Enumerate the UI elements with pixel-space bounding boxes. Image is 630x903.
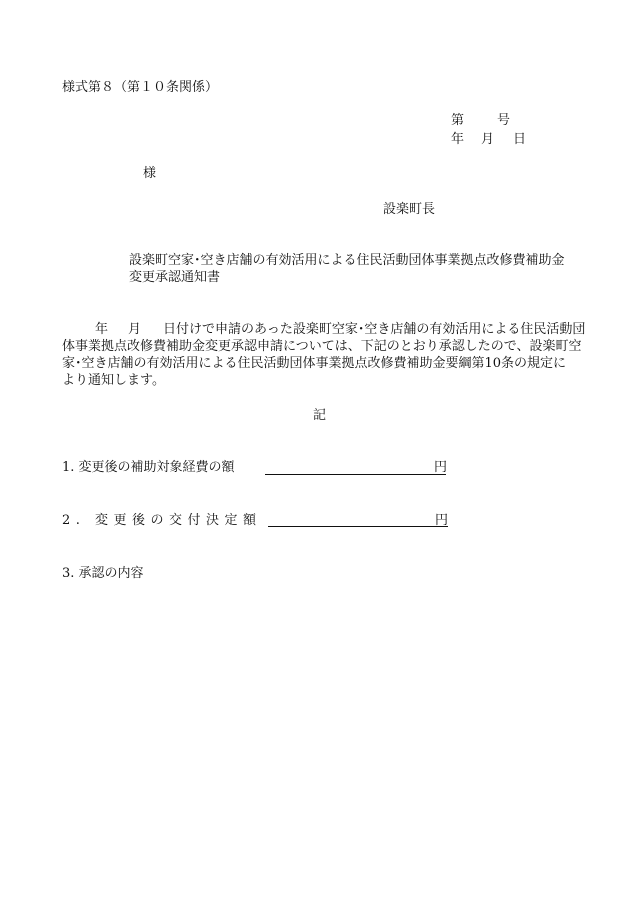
amount-blank-line-1 [265,474,446,475]
body-line-4: より通知します。 [62,373,165,388]
body-line-3: 家･空き店舗の有効活用による住民活動団体事業拠点改修費補助金要綱第10条の規定に [62,356,567,371]
document-subject [129,252,565,286]
date-month-label: 月 [481,132,495,147]
subject-line-1: 設楽町空家･空き店舗の有効活用による住民活動団体事業拠点改修費補助金 [129,253,565,268]
body-year-label: 年 [95,322,109,337]
body-month-label: 月 [128,322,142,337]
recipient-honorific: 様 [143,166,157,181]
item-changed-eligible-cost: 1. 変更後の補助対象経費の額 [62,460,235,475]
item-changed-grant-amount: 2. 変更後の交付決定額 [62,513,262,528]
body-line-2: 体事業拠点改修費補助金変更承認申請については、下記のとおり承認したので、設楽町空 [62,339,582,354]
body-line-1-text: 日付けで申請のあった設楽町空家･空き店舗の有効活用による住民活動団 [163,322,586,337]
issuer-name: 設楽町長 [383,202,436,217]
form-number: 様式第８（第１０条関係） [62,80,219,95]
date-day-label: 日 [513,132,527,147]
document-number-suffix: 号 [497,113,511,128]
subject-line-2: 変更承認通知書 [129,270,221,285]
amount-blank-line-2 [268,526,448,527]
ki-heading: 記 [313,408,327,423]
item-approval-content: 3. 承認の内容 [62,566,144,581]
document-number-label: 第 [451,113,465,128]
body-line-1 [62,321,586,338]
body-paragraph [62,321,586,389]
yen-unit-2: 円 [435,513,449,528]
yen-unit-1: 円 [434,460,448,475]
date-year-label: 年 [451,132,465,147]
